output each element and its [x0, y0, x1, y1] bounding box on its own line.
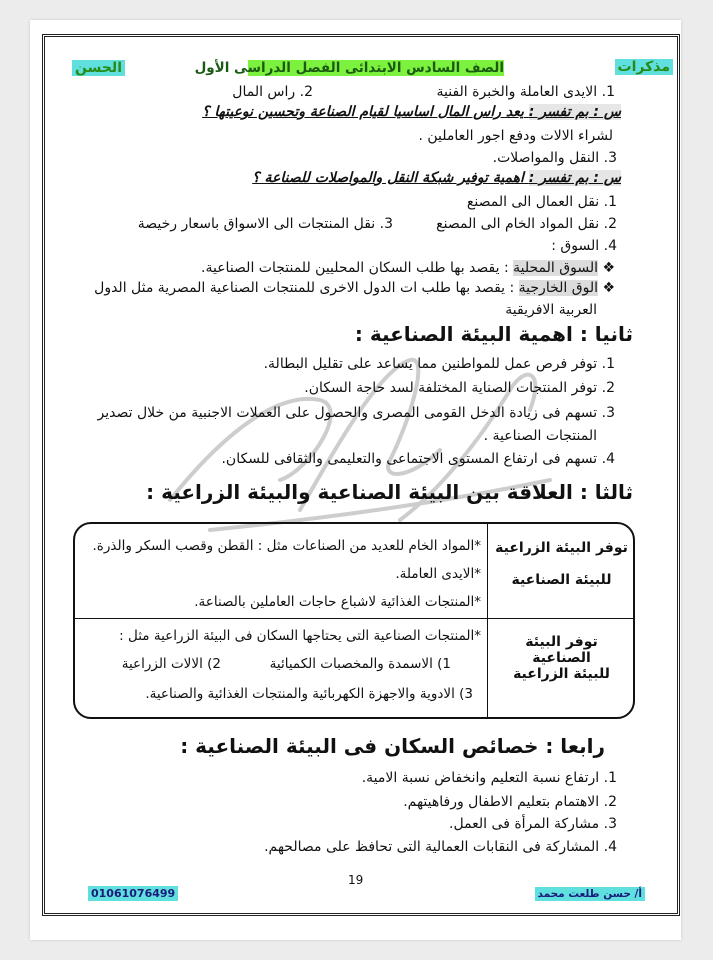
item-number: 3.	[601, 405, 615, 421]
item-number: 4.	[601, 451, 615, 467]
item-text: ارتفاع نسبة التعليم وانخفاض نسبة الامية.	[361, 770, 600, 786]
table-divider	[487, 524, 488, 717]
question-text: يعد راس المال اساسيا لقيام الصناعة وتحسين نوعيتها ؟	[202, 104, 524, 120]
list-item	[221, 451, 615, 467]
footer-author: أ/ حسن طلعت محمد	[535, 887, 646, 901]
list-item	[436, 216, 617, 232]
item-text: نقل المواد الخام الى المصنع	[436, 216, 600, 232]
section-3-title: ثالثا : العلاقة بين البيئة الصناعية والبيئة الزراعية :	[146, 480, 633, 504]
footer-phone: 01061076499	[88, 886, 178, 901]
row2-header-line2: للبيئة الزراعية	[513, 666, 610, 682]
row2-item: 2) الالات الزراعية	[121, 656, 221, 672]
row1-line: *المنتجات الغذائية لاشباع حاجات العاملين بالصناعة.	[194, 594, 481, 610]
list-item	[304, 380, 615, 396]
market-item	[201, 260, 615, 276]
item-number: 3.	[603, 150, 617, 166]
list-item	[264, 356, 615, 372]
list-item	[138, 216, 393, 232]
question-label: س : بم تفسر :	[528, 104, 621, 120]
item-text: السوق :	[551, 238, 600, 254]
page-number: 19	[348, 873, 364, 887]
list-item	[551, 238, 617, 254]
item-number: 1.	[601, 84, 615, 100]
question-label: س : بم تفسر :	[528, 170, 621, 186]
row1-header-line1: توفر البيئة الزراعية	[495, 540, 628, 556]
list-item	[493, 150, 617, 166]
item-text: توفر فرص عمل للمواطنين مما يساعد على تقليل البطالة.	[263, 356, 598, 372]
header-brand-right: مذكرات	[615, 59, 673, 75]
item-text: راس المال	[232, 84, 296, 100]
row2-item: 3) الادوية والاجهزة الكهربائية والمنتجات الغذائية والصناعية.	[145, 686, 473, 702]
list-item	[362, 770, 617, 786]
item-number: 1.	[603, 194, 617, 210]
bullet-icon: ❖	[602, 260, 615, 276]
item-number: 2.	[601, 380, 615, 396]
relation-table	[73, 522, 635, 719]
table-divider	[75, 618, 633, 619]
item-text: تسهم فى ارتفاع المستوى الاجتماعى والتعليمى والثقافى للسكان.	[221, 451, 598, 467]
question-2	[252, 170, 621, 186]
row2-item: 1) الاسمدة والمخصبات الكميائية	[269, 656, 451, 672]
market-term: السوق المحلية	[513, 260, 598, 276]
item-text: نقل العمال الى المصنع	[466, 194, 600, 210]
list-item	[232, 84, 313, 100]
item-text: النقل والمواصلات.	[492, 150, 600, 166]
row1-header-line2: للبيئة الصناعية	[511, 572, 612, 588]
item-number: 4.	[603, 238, 617, 254]
item-text: الاهتمام بتعليم الاطفال ورفاهيتهم.	[403, 794, 600, 810]
answer-1: لشراء الالات ودفع اجور العاملين .	[418, 128, 613, 144]
item-number: 2.	[299, 84, 313, 100]
market-text: : يقصد بها طلب السكان المحليين للمنتجات الصناعية.	[201, 260, 509, 276]
market-text: : يقصد بها طلب ات الدول الاخرى للمنتجات الصناعية المصرية مثل الدول	[94, 280, 515, 296]
item-number: 3.	[379, 216, 393, 232]
bullet-icon: ❖	[602, 280, 615, 296]
list-item	[403, 794, 617, 810]
item-number: 1.	[603, 770, 617, 786]
list-item	[467, 194, 617, 210]
item-text: نقل المنتجات الى الاسواق باسعار رخيصة	[137, 216, 376, 232]
market-item	[94, 280, 615, 296]
header-brand-left: الحسن	[72, 60, 125, 76]
item-text: الايدى العاملة والخبرة الفنية	[436, 84, 598, 100]
row1-line: *المواد الخام للعديد من الصناعات مثل : القطن وقصب السكر والذرة.	[92, 538, 481, 554]
item-text: تسهم فى زيادة الدخل القومى المصرى والحصول على العملات الاجنبية من خلال تصدير	[97, 405, 598, 421]
item-text-cont: المنتجات الصناعية .	[483, 428, 597, 444]
list-item	[98, 405, 615, 421]
item-number: 3.	[603, 816, 617, 832]
item-number: 4.	[603, 839, 617, 855]
section-2-title: ثانيا : اهمية البيئة الصناعية :	[354, 322, 633, 346]
market-text-cont: العربية الافريقية	[505, 302, 597, 318]
item-text: مشاركة المرأة فى العمل.	[449, 816, 600, 832]
item-text: توفر المنتجات الصناية المختلفة لسد حاجة السكان.	[304, 380, 598, 396]
market-term: الوق الخارجية	[518, 280, 598, 296]
list-item	[449, 816, 617, 832]
item-text: المشاركة فى النقابات العمالية التى تحافظ على مصالحهم.	[264, 839, 600, 855]
list-item	[437, 84, 616, 100]
header-grade-title: الصف السادس الابتدائى الفصل الدراسى الأول	[194, 60, 504, 76]
list-item	[264, 839, 617, 855]
row1-line: *الايدى العاملة.	[395, 566, 481, 582]
item-number: 1.	[601, 356, 615, 372]
question-1	[202, 104, 621, 120]
item-number: 2.	[603, 216, 617, 232]
question-text: اهمية توفير شبكة النقل والمواصلات للصناعة ؟	[252, 170, 524, 186]
row2-header-line1: توفر البيئة الصناعية	[525, 634, 598, 666]
row2-intro: *المنتجات الصناعية التى يحتاجها السكان فى البيئة الزراعية مثل :	[119, 628, 481, 644]
item-number: 2.	[603, 794, 617, 810]
section-4-title: رابعا : خصائص السكان فى البيئة الصناعية :	[180, 734, 605, 758]
